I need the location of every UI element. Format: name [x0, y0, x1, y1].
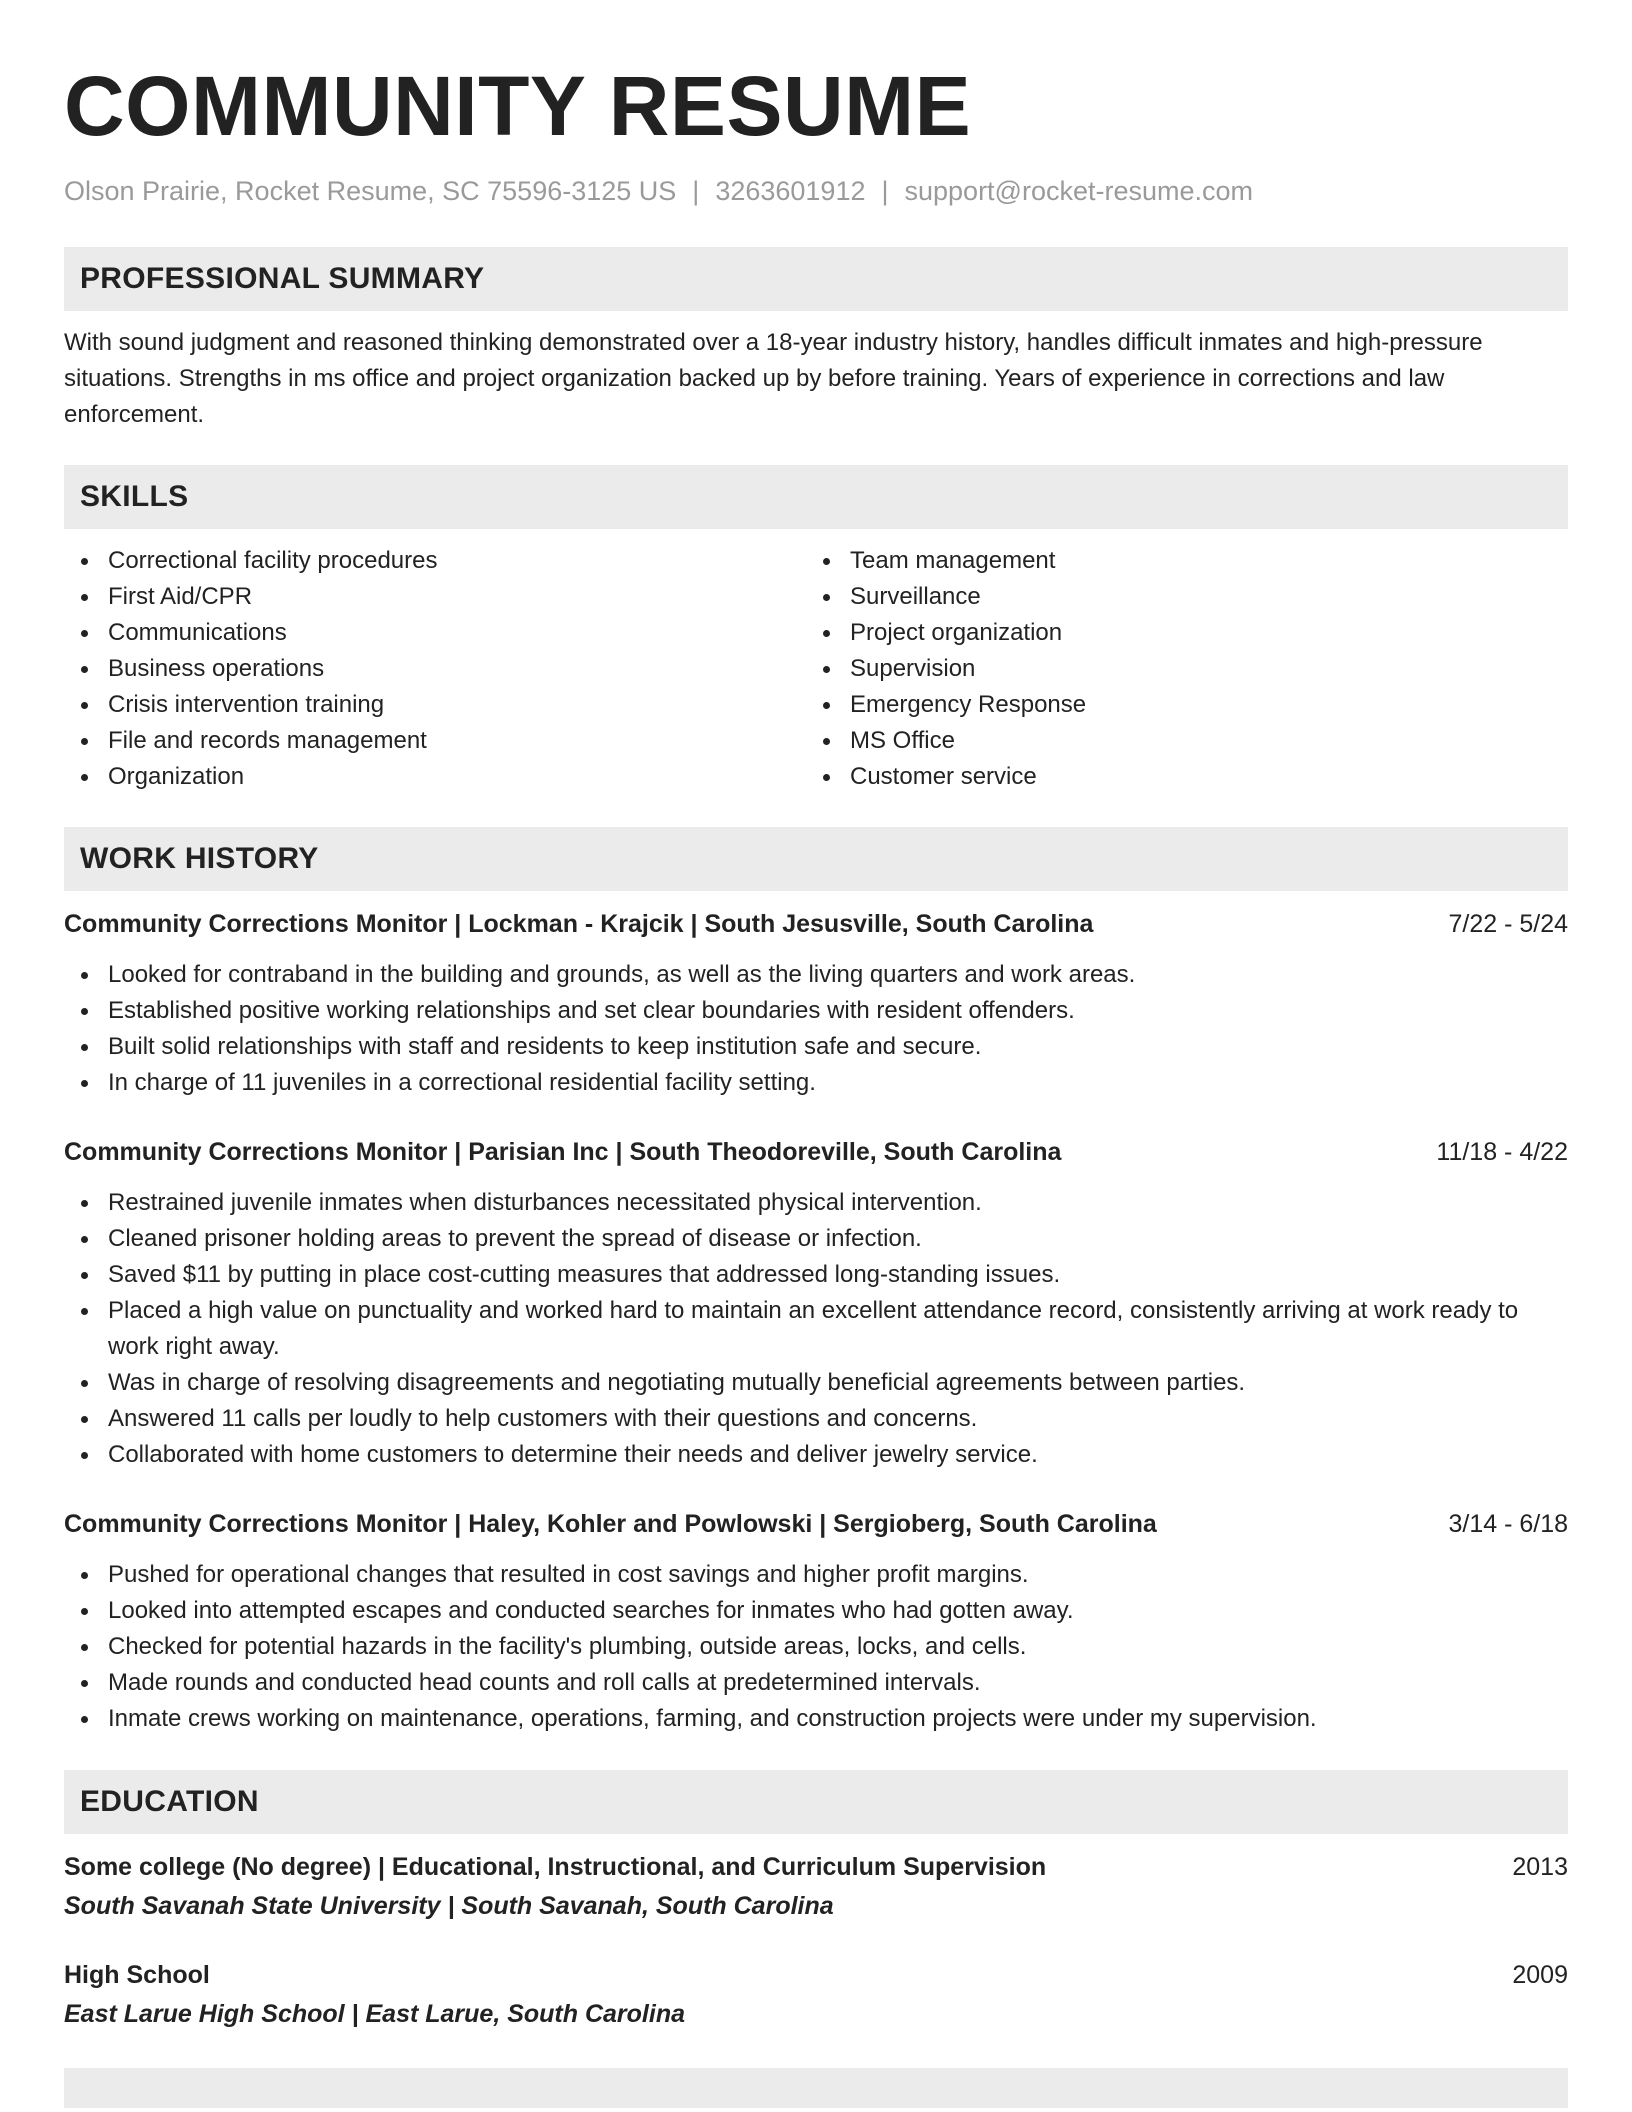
- work-history-heading: WORK HISTORY: [64, 827, 1568, 891]
- job-bullet: Saved $11 by putting in place cost-cutting measures that addressed long-standing issues.: [64, 1257, 1568, 1293]
- job-entry: [64, 907, 1568, 1101]
- job-title: Community Corrections Monitor | Haley, Kohler and Powlowski | Sergioberg, South Carolina: [64, 1510, 1157, 1538]
- skill-item: File and records management: [64, 723, 806, 759]
- job-bullet: Answered 11 calls per loudly to help customers with their questions and concerns.: [64, 1401, 1568, 1437]
- skill-item: Business operations: [64, 651, 806, 687]
- contact-line: [64, 174, 1568, 208]
- job-dates: 3/14 - 6/18: [1448, 1510, 1568, 1538]
- job-bullet: Built solid relationships with staff and residents to keep institution safe and secure.: [64, 1029, 1568, 1065]
- skill-item: Emergency Response: [806, 687, 1548, 723]
- education-year: 2013: [1512, 1853, 1568, 1881]
- contact-separator: |: [692, 176, 700, 206]
- job-bullet: Checked for potential hazards in the facility's plumbing, outside areas, locks, and cells.: [64, 1629, 1568, 1665]
- job-bullet: Looked into attempted escapes and conducted searches for inmates who had gotten away.: [64, 1593, 1568, 1629]
- resume-page: [64, 0, 1568, 2108]
- job-dates: 11/18 - 4/22: [1436, 1138, 1568, 1166]
- job-bullets: [64, 1557, 1568, 1737]
- skill-item: Project organization: [806, 615, 1548, 651]
- job-entry: [64, 1507, 1568, 1737]
- contact-phone: 3263601912: [715, 176, 866, 206]
- contact-email: support@rocket-resume.com: [904, 176, 1254, 206]
- summary-text: With sound judgment and reasoned thinking demonstrated over a 18-year industry history, handles difficult inmates and high-pressure situations. Strengths in ms office and project organization backed up by before training. Years of experience in corrections and law enforcement.: [64, 329, 1483, 428]
- education-heading: EDUCATION: [64, 1770, 1568, 1834]
- education-degree: High School: [64, 1961, 210, 1989]
- education-degree: Some college (No degree) | Educational, Instructional, and Curriculum Supervision: [64, 1853, 1047, 1881]
- job-header: [64, 1507, 1568, 1541]
- education-school: South Savanah State University | South Savanah, South Carolina: [64, 1892, 834, 1920]
- education-year: 2009: [1512, 1961, 1568, 1989]
- resume-name: COMMUNITY RESUME: [64, 59, 972, 153]
- job-bullet: Established positive working relationships and set clear boundaries with resident offenders.: [64, 993, 1568, 1029]
- skill-item: Customer service: [806, 759, 1548, 795]
- job-bullet: Made rounds and conducted head counts and roll calls at predetermined intervals.: [64, 1665, 1568, 1701]
- job-bullet: Collaborated with home customers to determine their needs and deliver jewelry service.: [64, 1437, 1568, 1473]
- job-bullets: [64, 1185, 1568, 1473]
- skills-left-column: [64, 543, 806, 795]
- skills-heading: SKILLS: [64, 465, 1568, 529]
- job-bullet: In charge of 11 juveniles in a correctional residential facility setting.: [64, 1065, 1568, 1101]
- job-bullet: Looked for contraband in the building and grounds, as well as the living quarters and work areas.: [64, 957, 1568, 993]
- next-section-heading: [64, 2068, 1568, 2108]
- skill-item: Correctional facility procedures: [64, 543, 806, 579]
- skill-item: Team management: [806, 543, 1548, 579]
- skill-item: MS Office: [806, 723, 1548, 759]
- contact-separator: |: [881, 176, 889, 206]
- job-bullet: Cleaned prisoner holding areas to prevent the spread of disease or infection.: [64, 1221, 1568, 1257]
- job-title: Community Corrections Monitor | Parisian Inc | South Theodoreville, South Carolina: [64, 1138, 1062, 1166]
- skill-item: First Aid/CPR: [64, 579, 806, 615]
- job-header: [64, 907, 1568, 941]
- job-bullet: Pushed for operational changes that resulted in cost savings and higher profit margins.: [64, 1557, 1568, 1593]
- job-bullets: [64, 957, 1568, 1101]
- job-bullet: Restrained juvenile inmates when disturbances necessitated physical intervention.: [64, 1185, 1568, 1221]
- job-dates: 7/22 - 5/24: [1448, 910, 1568, 938]
- skills-right-column: [806, 543, 1548, 795]
- skills-list: [64, 543, 1568, 795]
- skill-item: Supervision: [806, 651, 1548, 687]
- job-bullet: Inmate crews working on maintenance, operations, farming, and construction projects were under my supervision.: [64, 1701, 1568, 1737]
- skill-item: Crisis intervention training: [64, 687, 806, 723]
- skill-item: Organization: [64, 759, 806, 795]
- education-entry: [64, 1958, 1568, 2032]
- summary-heading: PROFESSIONAL SUMMARY: [64, 247, 1568, 311]
- contact-address: Olson Prairie, Rocket Resume, SC 75596-3125 US: [64, 176, 677, 206]
- job-bullet: Placed a high value on punctuality and worked hard to maintain an excellent attendance record, consistently arriving at work ready to work right away.: [64, 1293, 1568, 1365]
- education-school: East Larue High School | East Larue, South Carolina: [64, 2000, 685, 2028]
- education-entry: [64, 1850, 1568, 1924]
- job-entry: [64, 1135, 1568, 1473]
- skill-item: Communications: [64, 615, 806, 651]
- job-bullet: Was in charge of resolving disagreements and negotiating mutually beneficial agreements between parties.: [64, 1365, 1568, 1401]
- job-title: Community Corrections Monitor | Lockman - Krajcik | South Jesusville, South Carolina: [64, 910, 1094, 938]
- job-header: [64, 1135, 1568, 1169]
- education-header: [64, 1850, 1568, 1884]
- skill-item: Surveillance: [806, 579, 1548, 615]
- education-header: [64, 1958, 1568, 1992]
